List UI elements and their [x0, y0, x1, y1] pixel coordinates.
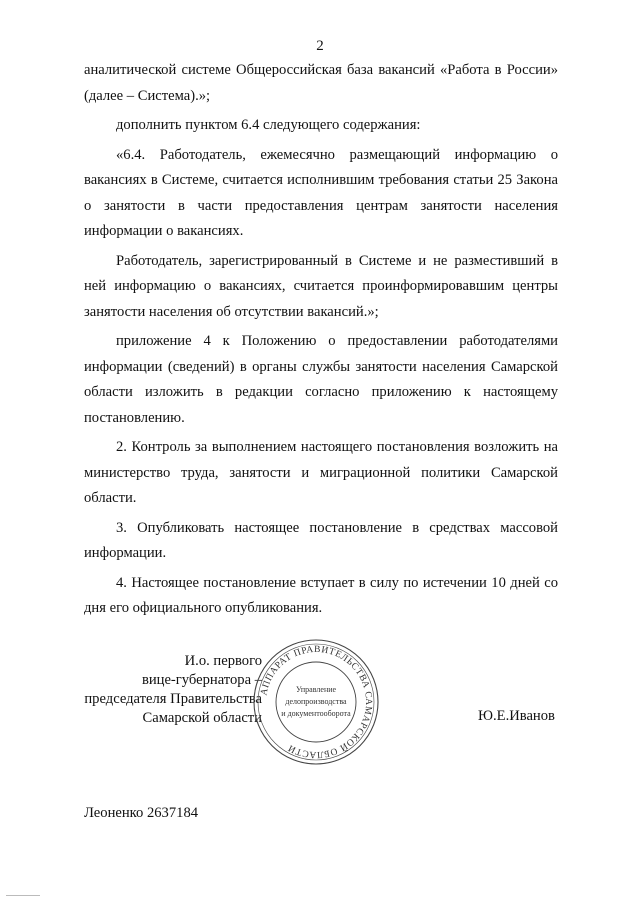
paragraph-3: Работодатель, зарегистрированный в Системе и не разместивший в ней информацию о вакансиях, считается проинформировавшим центры занятости населения об отсутствии вакансий.»;	[84, 252, 558, 320]
stamp-center-line-1: делопроизводства	[285, 697, 347, 706]
signature-title-line-0: И.о. первого	[184, 653, 262, 669]
signature-title-line-1: вице-губернатора –	[141, 672, 262, 688]
scan-edge-mark	[6, 895, 40, 896]
paragraph-2: «6.4. Работодатель, ежемесячно размещающий информацию о вакансиях в Системе, считается исполнившим требования статьи 25 Закона о занятости в части предоставления центрам занятости населения информации о вакансиях.	[84, 146, 558, 239]
paragraph-5: 2. Контроль за выполнением настоящего постановления возложить на министерство труда, занятости и миграционной политики Самарской области.	[84, 439, 558, 506]
paragraph-0: аналитической системе Общероссийская база вакансий «Работа в России» (далее – Система).»;	[84, 62, 558, 104]
page-number: 2	[316, 38, 324, 54]
stamp-ring-text: АППАРАТ ПРАВИТЕЛЬСТВА САМАРСКОЙ ОБЛАСТИ	[259, 644, 374, 760]
executor-contact: Леоненко 2637184	[84, 805, 199, 821]
paragraph-4: приложение 4 к Положению о предоставлении работодателями информации (сведений) в органы службы занятости населения Самарской области изложить в редакции согласно приложению к настоящему постановлению.	[84, 333, 558, 426]
document-body	[84, 58, 558, 626]
paragraph-1: дополнить пунктом 6.4 следующего содержания:	[116, 117, 421, 133]
signature-name: Ю.Е.Иванов	[478, 708, 555, 724]
paragraph-6: 3. Опубликовать настоящее постановление в средствах массовой информации.	[84, 519, 558, 561]
paragraph-7: 4. Настоящее постановление вступает в силу по истечении 10 дней со дня его официального опубликования.	[84, 574, 558, 616]
official-stamp	[250, 636, 382, 768]
signature-title-line-2: председателя Правительства	[84, 691, 262, 707]
stamp-center-line-2: и документооборота	[281, 709, 351, 718]
stamp-center-line-0: Управление	[295, 685, 337, 694]
signature-title-line-3: Самарской области	[142, 710, 262, 726]
signature-title	[82, 652, 262, 728]
